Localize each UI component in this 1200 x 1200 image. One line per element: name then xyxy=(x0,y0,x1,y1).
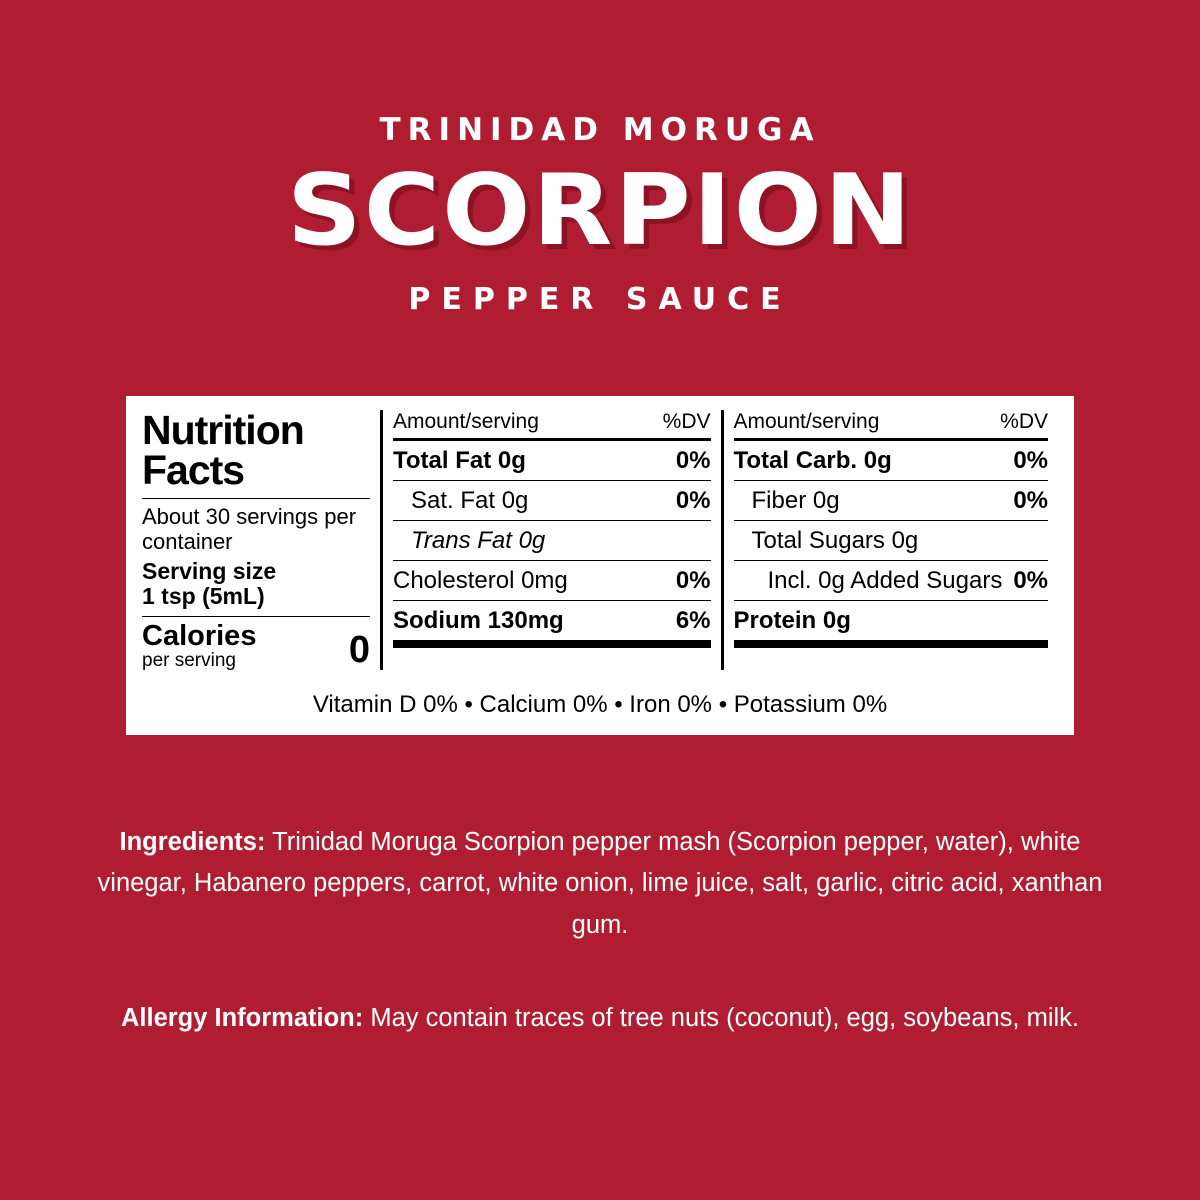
total-carb-dv: 0% xyxy=(1013,447,1048,474)
brand-sub-line: PEPPER SAUCE xyxy=(408,282,792,317)
trans-fat-label: Trans Fat 0g xyxy=(411,527,546,554)
nutrient-row-sodium xyxy=(393,601,711,640)
serving-size xyxy=(142,559,370,617)
nutrient-row-total-fat xyxy=(393,441,711,480)
fiber-label: Fiber 0g xyxy=(751,487,840,514)
serving-size-label: Serving size xyxy=(142,557,277,584)
nutrition-title-line1: Nutrition xyxy=(142,407,304,453)
nutrient-row-total-carb xyxy=(734,441,1049,480)
amount-per-serving-header: Amount/serving xyxy=(393,410,539,433)
allergy-block xyxy=(90,998,1110,1039)
divider-col1-bottom xyxy=(393,640,711,648)
allergy-text: May contain traces of tree nuts (coconut), egg, soybeans, milk. xyxy=(363,1004,1080,1032)
fiber-dv: 0% xyxy=(1013,487,1048,514)
nutrition-title-line2: Facts xyxy=(142,447,245,494)
cholesterol-dv: 0% xyxy=(675,567,711,594)
sat-fat-label: Sat. Fat 0g xyxy=(411,487,529,514)
micronutrient-strip xyxy=(126,682,1074,735)
sodium-label: Sodium 130mg xyxy=(393,607,564,634)
nutrient-row-trans-fat xyxy=(393,521,711,560)
calories-value: 0 xyxy=(348,629,370,672)
column1-header xyxy=(393,410,711,438)
calories-row xyxy=(142,617,370,670)
nutrition-right-columns xyxy=(380,410,1058,670)
calories-sub-label: per serving xyxy=(142,650,236,672)
serving-size-value: 1 tsp (5mL) xyxy=(142,583,265,610)
divider-col2-bottom xyxy=(734,640,1049,648)
sat-fat-dv: 0% xyxy=(675,487,711,514)
dv-header-2: %DV xyxy=(1000,410,1048,433)
ingredients-label: Ingredients: xyxy=(119,828,266,856)
added-sugars-dv: 0% xyxy=(1013,567,1048,594)
nutrient-row-total-sugars xyxy=(734,521,1049,560)
total-sugars-label: Total Sugars 0g xyxy=(751,527,919,554)
protein-label: Protein 0g xyxy=(733,607,851,634)
calories-label: Calories xyxy=(142,620,257,653)
servings-per-container: About 30 servings per container xyxy=(142,504,357,554)
nutrient-column-1 xyxy=(383,410,721,670)
added-sugars-label: Incl. 0g Added Sugars xyxy=(767,567,1003,594)
nutrient-row-sat-fat xyxy=(393,481,711,520)
micronutrient-line: Vitamin D 0% • Calcium 0% • Iron 0% • Potassium 0% xyxy=(312,691,888,718)
total-carb-label: Total Carb. 0g xyxy=(733,447,892,474)
ingredients-text: Trinidad Moruga Scorpion pepper mash (Scorpion pepper, water), white vinegar, Habanero peppers, carrot, white onion, lime juice, salt, garlic, citric acid, xanthan gum. xyxy=(97,828,1103,939)
dv-header: %DV xyxy=(662,410,711,433)
brand-header xyxy=(0,0,1200,317)
brand-main-title: SCORPION xyxy=(286,154,914,268)
column2-header xyxy=(734,410,1049,438)
nutrient-column-2 xyxy=(721,410,1059,670)
cholesterol-label: Cholesterol 0mg xyxy=(393,567,568,594)
ingredients-block xyxy=(90,822,1110,946)
calories-labels xyxy=(142,622,256,670)
sodium-dv: 6% xyxy=(675,607,711,634)
nutrition-left-column xyxy=(142,407,380,672)
nutrition-facts-title xyxy=(142,407,370,494)
nutrient-row-protein xyxy=(734,601,1049,640)
allergy-label: Allergy Information: xyxy=(120,1004,364,1032)
nutrient-row-added-sugars xyxy=(734,561,1049,600)
nutrition-facts-panel xyxy=(126,396,1074,682)
total-fat-dv: 0% xyxy=(675,447,711,474)
total-fat-label: Total Fat 0g xyxy=(393,447,526,474)
nutrient-row-fiber xyxy=(734,481,1049,520)
brand-top-line: TRINIDAD MORUGA xyxy=(379,112,821,148)
nutrient-row-cholesterol xyxy=(393,561,711,600)
amount-per-serving-header-2: Amount/serving xyxy=(733,410,880,433)
